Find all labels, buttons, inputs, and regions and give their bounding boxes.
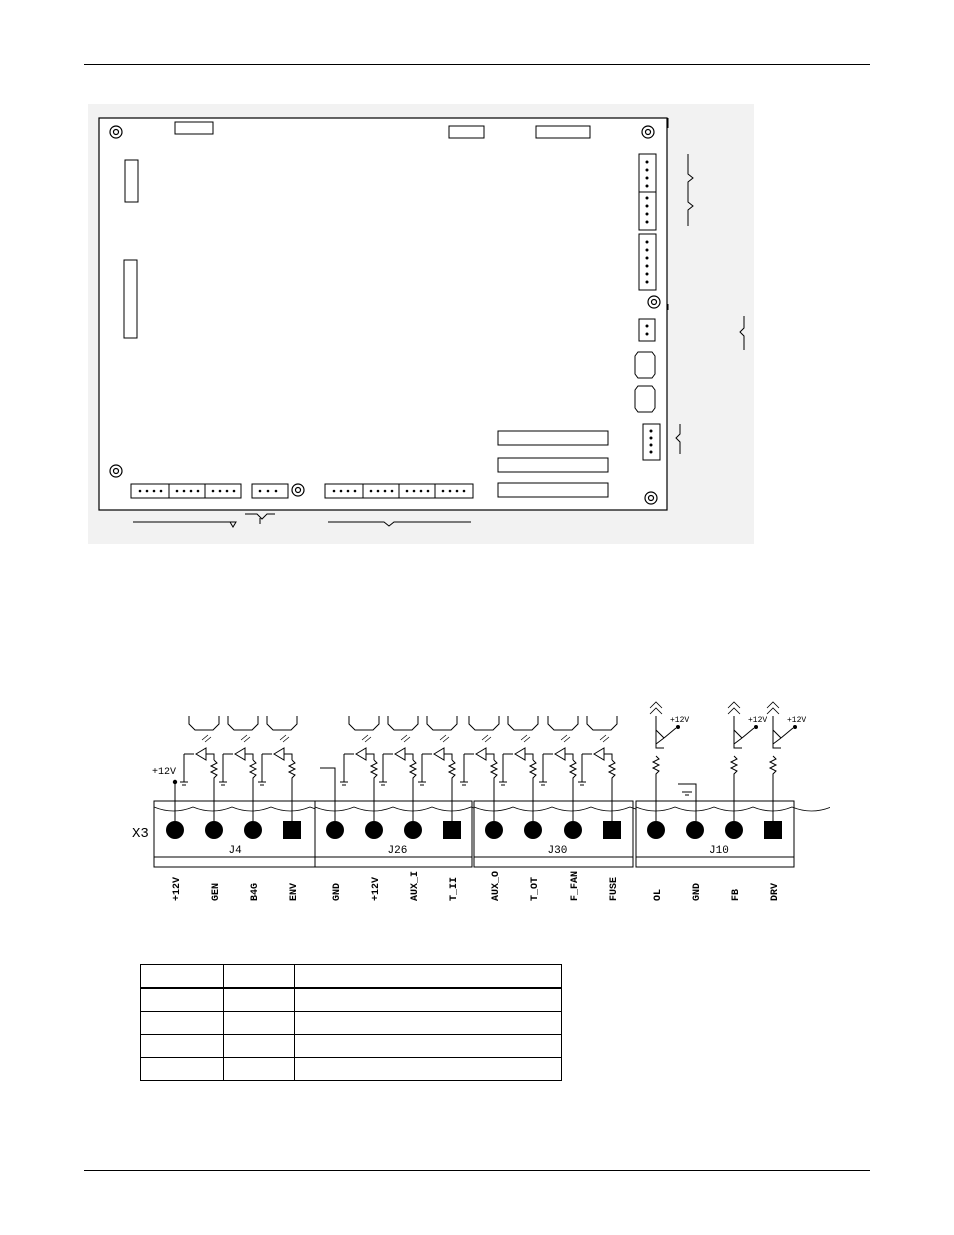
opto-light [521,735,530,742]
info-table [140,964,562,1081]
led-symbol [515,748,525,760]
transistor-emitter [742,728,754,738]
ground-symbol [499,754,507,785]
led-wire [543,754,573,760]
pin-label: AUX_O [491,870,502,901]
table-cell [224,988,295,1012]
table-cell [295,965,562,989]
opto-transistor [189,716,219,730]
pin-label: GEN [211,882,222,901]
led-symbol [274,748,284,760]
pin-label: FUSE [609,876,620,901]
led-wire [184,754,214,760]
led-symbol [196,748,206,760]
pin-round [686,821,704,839]
ground-symbol [180,754,188,785]
pin-label: AUX_I [410,870,421,901]
pin-label: GND [692,882,703,901]
transistor-supply-label: +12V [670,716,690,725]
opto-transistor [267,716,297,730]
pin-label: T_II [449,876,460,901]
top-rule [84,64,870,65]
table-row [141,1058,562,1081]
header-label-J4: J4 [228,845,242,857]
transistor [656,716,664,748]
pin-label: B4G [250,882,261,901]
opto-light [440,735,449,742]
opto-light [241,735,250,742]
led-wire [582,754,612,760]
pin-round [647,821,665,839]
pin-label: DRV [770,882,781,901]
led-symbol [395,748,405,760]
transistor [734,716,742,748]
transistor-emitter [781,728,793,738]
table-row [141,988,562,1012]
pin-round [244,821,262,839]
table-cell [141,1058,224,1081]
transistor-supply-label: +12V [787,716,807,725]
transistor [773,716,781,748]
table-cell [295,1012,562,1035]
pin-round [166,821,184,839]
led-wire [223,754,253,760]
led-wire [383,754,413,760]
opto-light [280,735,289,742]
led-wire [344,754,374,760]
pin-label: ENV [289,882,300,901]
opto-transistor [508,716,538,730]
pin-square [603,821,621,839]
ground-symbol [258,754,266,785]
led-symbol [235,748,245,760]
opto-transistor [548,716,578,730]
table-cell [141,965,224,989]
pin-round [524,821,542,839]
pin-label: +12V [172,876,183,901]
header-label-J10: J10 [709,845,729,857]
table-cell [141,988,224,1012]
led-wire [503,754,533,760]
opto-light [401,735,410,742]
x3-wiring-diagram [130,696,830,906]
supply-label: +12V [152,767,177,778]
table-row [141,1012,562,1035]
pcb-board-diagram [88,104,754,544]
pin-label: FB [731,888,742,901]
table-cell [224,1012,295,1035]
led-wire [262,754,292,760]
opto-light [482,735,491,742]
vcc-dot [676,725,680,729]
table-row [141,965,562,989]
table-cell [141,1035,224,1058]
led-wire [464,754,494,760]
transistor-emitter [664,728,676,738]
pin-label: GND [332,882,343,901]
ground-symbol [379,754,387,785]
pin-round [205,821,223,839]
opto-transistor [587,716,617,730]
sensor-arrows [728,702,740,714]
opto-transistor [228,716,258,730]
pin-label: T_OT [530,876,541,901]
pin-label: OL [653,888,664,901]
sensor-arrows [650,702,662,714]
opto-transistor [469,716,499,730]
ground-symbol [578,754,586,785]
table-cell [295,988,562,1012]
opto-light [561,735,570,742]
header-label-J26: J26 [387,845,408,857]
pin-round [404,821,422,839]
table-cell [224,965,295,989]
pin-round [564,821,582,839]
opto-transistor [427,716,457,730]
header-label-J30: J30 [547,845,568,857]
ground-symbol [418,754,426,785]
led-symbol [594,748,604,760]
ground-symbol [460,754,468,785]
pin-round [365,821,383,839]
bottom-rule [84,1170,870,1171]
led-wire [422,754,452,760]
pin-label: +12V [371,876,382,901]
transistor-supply-label: +12V [748,716,768,725]
led-symbol [555,748,565,760]
opto-transistor [388,716,418,730]
table-cell [224,1058,295,1081]
opto-light [600,735,609,742]
table-cell [295,1035,562,1058]
pin-round [725,821,743,839]
ground-symbol [219,754,227,785]
sensor-arrows [767,702,779,714]
pin-square [764,821,782,839]
table-cell [141,1012,224,1035]
pin-square [283,821,301,839]
opto-light [362,735,371,742]
opto-transistor [349,716,379,730]
ground-symbol [539,754,547,785]
pin-square [443,821,461,839]
table-row [141,1035,562,1058]
table-cell [224,1035,295,1058]
led-symbol [356,748,366,760]
led-symbol [434,748,444,760]
pin-round [326,821,344,839]
opto-light [202,735,211,742]
table-cell [295,1058,562,1081]
vcc-dot [793,725,797,729]
pin-round [485,821,503,839]
x3-label: X3 [132,826,149,842]
pin-label: F_FAN [570,870,581,901]
ground-symbol [340,754,348,785]
vcc-dot [754,725,758,729]
led-symbol [476,748,486,760]
